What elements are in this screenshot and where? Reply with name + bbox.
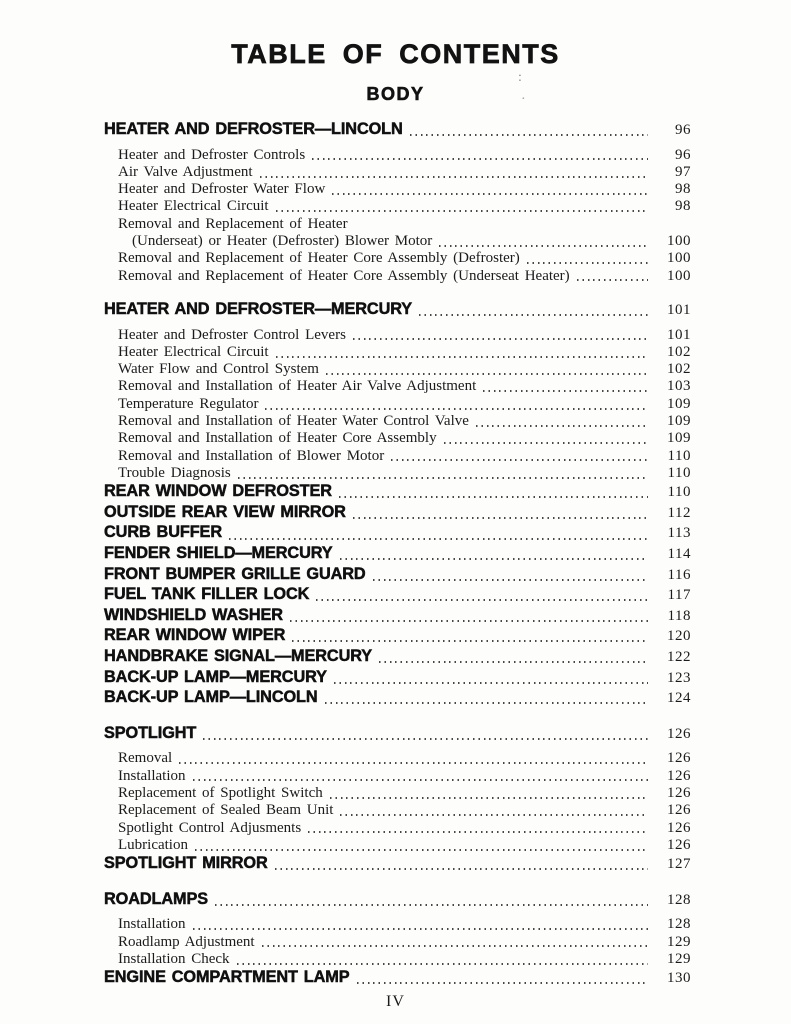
entry-page-number: 109 bbox=[667, 395, 691, 412]
toc-entry bbox=[104, 233, 691, 250]
dot-leader bbox=[275, 868, 648, 870]
dot-leader bbox=[308, 831, 648, 833]
dot-leader bbox=[340, 558, 648, 560]
toc-entry bbox=[104, 327, 691, 344]
dot-leader bbox=[316, 599, 648, 601]
dot-leader bbox=[265, 408, 648, 410]
dot-leader bbox=[527, 262, 648, 264]
dot-leader bbox=[476, 425, 648, 427]
toc-entry bbox=[104, 378, 691, 395]
entry-label: Temperature Regulator bbox=[118, 395, 259, 412]
toc-entry bbox=[104, 361, 691, 378]
dot-leader bbox=[379, 661, 648, 663]
dot-leader bbox=[340, 814, 648, 816]
dot-leader bbox=[444, 442, 648, 444]
entry-page-number: 102 bbox=[667, 361, 691, 378]
entry-page-number: 97 bbox=[675, 163, 691, 180]
toc-section-header bbox=[104, 482, 691, 503]
toc-section-header bbox=[104, 647, 691, 668]
dot-leader bbox=[410, 134, 648, 136]
toc-section-header bbox=[104, 120, 691, 141]
entry-page-number: 100 bbox=[667, 250, 691, 267]
entry-page-number: 102 bbox=[667, 343, 691, 360]
dot-leader bbox=[260, 176, 648, 178]
section-page-number: 118 bbox=[667, 607, 691, 624]
dot-leader bbox=[203, 738, 648, 740]
dot-leader bbox=[330, 797, 648, 799]
section-page-number: 112 bbox=[667, 504, 691, 521]
entry-label: Removal and Replacement of Heater bbox=[118, 215, 348, 232]
dot-leader bbox=[312, 158, 648, 160]
entry-label: Removal and Installation of Blower Motor bbox=[118, 447, 385, 464]
toc-section-header bbox=[104, 300, 691, 321]
section-title: FRONT BUMPER GRILLE GUARD bbox=[104, 564, 366, 583]
dot-leader bbox=[193, 928, 649, 930]
section-page-number: 101 bbox=[667, 301, 691, 318]
dot-leader bbox=[353, 338, 648, 340]
dot-leader bbox=[357, 982, 648, 984]
toc-section bbox=[104, 626, 691, 647]
entry-page-number: 98 bbox=[675, 181, 691, 198]
toc-entry bbox=[104, 448, 691, 465]
entry-page-number: 100 bbox=[667, 267, 691, 284]
dot-leader bbox=[179, 762, 648, 764]
dot-leader bbox=[334, 682, 648, 684]
toc-entry bbox=[104, 147, 691, 164]
entry-page-number: 129 bbox=[667, 933, 691, 950]
section-title: BACK-UP LAMP—MERCURY bbox=[104, 667, 327, 686]
toc-section bbox=[104, 503, 691, 524]
section-page-number: 122 bbox=[667, 648, 691, 665]
section-page-number: 130 bbox=[667, 970, 691, 987]
toc-section-header bbox=[104, 890, 691, 911]
dot-leader bbox=[483, 390, 648, 392]
toc-entry bbox=[104, 430, 691, 447]
dot-leader bbox=[339, 496, 648, 498]
section-title: ROADLAMPS bbox=[104, 889, 209, 908]
toc-section bbox=[104, 482, 691, 503]
toc-section bbox=[104, 854, 691, 875]
toc-entry bbox=[104, 916, 691, 933]
toc-entry bbox=[104, 250, 691, 267]
toc-section bbox=[104, 565, 691, 586]
entry-page-number: 98 bbox=[675, 198, 691, 215]
toc-entry bbox=[104, 344, 691, 361]
toc-entry bbox=[104, 181, 691, 198]
toc-entry bbox=[104, 465, 691, 482]
dot-leader bbox=[193, 779, 649, 781]
entry-page-number: 110 bbox=[667, 447, 691, 464]
section-title: REAR WINDOW WIPER bbox=[104, 626, 286, 645]
section-page-number: 117 bbox=[667, 587, 691, 604]
entry-label: Lubrication bbox=[118, 836, 188, 853]
dot-leader bbox=[276, 210, 648, 212]
toc-section-header bbox=[104, 565, 691, 586]
entry-label: Removal and Installation of Heater Core Assembly bbox=[118, 430, 437, 447]
toc-section bbox=[104, 606, 691, 627]
dot-leader bbox=[237, 963, 648, 965]
toc-entry bbox=[104, 198, 691, 215]
section-title: SPOTLIGHT bbox=[104, 723, 197, 742]
entry-label: Installation Check bbox=[118, 950, 230, 967]
toc-section-header bbox=[104, 626, 691, 647]
section-page-number: 114 bbox=[667, 546, 691, 563]
section-page-number: 120 bbox=[667, 628, 691, 645]
dot-leader bbox=[262, 945, 648, 947]
entry-label: Heater Electrical Circuit bbox=[118, 198, 269, 215]
dot-leader bbox=[439, 245, 648, 247]
entry-page-number: 126 bbox=[667, 767, 691, 784]
dot-leader bbox=[290, 620, 648, 622]
toc-section bbox=[104, 668, 691, 689]
toc-entry bbox=[104, 164, 691, 181]
entry-label: Heater Electrical Circuit bbox=[118, 343, 269, 360]
section-page-number: 124 bbox=[667, 690, 691, 707]
toc-section-header bbox=[104, 503, 691, 524]
section-title: FUEL TANK FILLER LOCK bbox=[104, 585, 310, 604]
page-title: : TABLE OF CONTENTS bbox=[231, 39, 560, 69]
body-section-heading: BODY bbox=[366, 84, 425, 104]
dot-leader bbox=[195, 849, 648, 851]
section-page-number: 127 bbox=[667, 856, 691, 873]
dot-leader bbox=[215, 904, 648, 906]
dot-leader bbox=[326, 373, 648, 375]
toc-entry bbox=[104, 785, 691, 802]
section-title: ENGINE COMPARTMENT LAMP bbox=[104, 968, 350, 987]
toc-section bbox=[104, 300, 691, 482]
entry-label: Roadlamp Adjustment bbox=[118, 933, 255, 950]
toc-section bbox=[104, 968, 691, 989]
toc-entry bbox=[104, 268, 691, 285]
page-number-footer: IV bbox=[386, 993, 405, 1010]
toc-entry bbox=[104, 750, 691, 767]
toc-section bbox=[104, 544, 691, 565]
section-title: FENDER SHIELD—MERCURY bbox=[104, 544, 333, 563]
toc-list bbox=[0, 120, 791, 989]
toc-section-header bbox=[104, 724, 691, 745]
entry-page-number: 129 bbox=[667, 950, 691, 967]
section-title: WINDSHIELD WASHER bbox=[104, 605, 283, 624]
section-title: HANDBRAKE SIGNAL—MERCURY bbox=[104, 646, 373, 665]
entry-label: Heater and Defroster Water Flow bbox=[118, 181, 326, 198]
toc-section-header bbox=[104, 968, 691, 989]
toc-section-header bbox=[104, 854, 691, 875]
entry-label: Removal and Replacement of Heater Core Assembly (Defroster) bbox=[118, 250, 520, 267]
section-page-number: 96 bbox=[675, 122, 691, 138]
entry-page-number: 126 bbox=[667, 750, 691, 767]
toc-section-header bbox=[104, 523, 691, 544]
toc-section bbox=[104, 120, 691, 285]
dot-leader bbox=[325, 702, 648, 704]
section-title: HEATER AND DEFROSTER—MERCURY bbox=[104, 299, 413, 318]
section-title: CURB BUFFER bbox=[104, 523, 222, 542]
toc-section bbox=[104, 890, 691, 968]
entry-page-number: 109 bbox=[667, 413, 691, 430]
entry-label: Removal bbox=[118, 750, 173, 767]
toc-section bbox=[104, 724, 691, 854]
entry-page-number: 126 bbox=[667, 819, 691, 836]
toc-entry bbox=[104, 413, 691, 430]
toc-section bbox=[104, 523, 691, 544]
entry-label: Replacement of Sealed Beam Unit bbox=[118, 802, 334, 819]
entry-label: Trouble Diagnosis bbox=[118, 464, 231, 481]
toc-section bbox=[104, 585, 691, 606]
section-page-number: 116 bbox=[667, 566, 691, 583]
entry-page-number: 96 bbox=[675, 146, 691, 163]
section-page-number: 126 bbox=[667, 725, 691, 742]
entry-label: Installation bbox=[118, 916, 186, 933]
toc-entry bbox=[104, 768, 691, 785]
section-page-number: 123 bbox=[667, 669, 691, 686]
dot-leader bbox=[577, 279, 648, 281]
toc-entry bbox=[104, 820, 691, 837]
entry-page-number: 101 bbox=[667, 326, 691, 343]
section-title: REAR WINDOW DEFROSTER bbox=[104, 482, 332, 501]
section-title: SPOTLIGHT MIRROR bbox=[104, 854, 268, 873]
section-page-number: 113 bbox=[667, 525, 691, 542]
toc-section-header bbox=[104, 544, 691, 565]
dot-leader bbox=[419, 314, 648, 316]
entry-label: Heater and Defroster Control Levers bbox=[118, 326, 346, 343]
dot-leader bbox=[238, 477, 648, 479]
dot-leader bbox=[332, 193, 648, 195]
dot-leader bbox=[353, 517, 648, 519]
entry-label: Removal and Installation of Heater Air Valve Adjustment bbox=[118, 378, 477, 395]
entry-label: Air Valve Adjustment bbox=[118, 163, 253, 180]
entry-page-number: 103 bbox=[667, 378, 691, 395]
entry-label: Replacement of Spotlight Switch bbox=[118, 784, 323, 801]
section-title: BACK-UP LAMP—LINCOLN bbox=[104, 688, 318, 707]
toc-entry bbox=[104, 396, 691, 413]
toc-section-header bbox=[104, 585, 691, 606]
entry-page-number: 126 bbox=[667, 784, 691, 801]
toc-section bbox=[104, 647, 691, 668]
toc-section bbox=[104, 688, 691, 709]
toc-entry bbox=[104, 837, 691, 854]
entry-page-number: 126 bbox=[667, 802, 691, 819]
entry-page-number: 109 bbox=[667, 430, 691, 447]
section-title: OUTSIDE REAR VIEW MIRROR bbox=[104, 502, 346, 521]
entry-page-number: 126 bbox=[667, 836, 691, 853]
section-page-number: 128 bbox=[667, 891, 691, 908]
toc-entry bbox=[104, 951, 691, 968]
entry-label: Water Flow and Control System bbox=[118, 361, 319, 378]
entry-label: (Underseat) or Heater (Defroster) Blower Motor bbox=[132, 233, 433, 250]
entry-label: Heater and Defroster Controls bbox=[118, 146, 306, 163]
toc-entry bbox=[104, 934, 691, 951]
toc-section-header bbox=[104, 606, 691, 627]
entry-label: Installation bbox=[118, 767, 186, 784]
dot-leader bbox=[391, 459, 648, 461]
dot-leader bbox=[292, 640, 648, 642]
toc-section-header bbox=[104, 668, 691, 689]
entry-label: Removal and Installation of Heater Water Control Valve bbox=[118, 413, 469, 430]
entry-page-number: 110 bbox=[667, 464, 691, 481]
toc-section-header bbox=[104, 688, 691, 709]
dot-leader bbox=[276, 356, 648, 358]
entry-page-number: 100 bbox=[667, 233, 691, 250]
dot-leader bbox=[373, 579, 648, 581]
toc-entry bbox=[104, 802, 691, 819]
entry-label: Removal and Replacement of Heater Core Assembly (Underseat Heater) bbox=[118, 267, 570, 284]
toc-entry bbox=[104, 216, 691, 233]
entry-page-number: 128 bbox=[667, 916, 691, 933]
entry-label: Spotlight Control Adjusments bbox=[118, 819, 302, 836]
section-page-number: 110 bbox=[667, 484, 691, 501]
dot-leader bbox=[229, 538, 648, 540]
section-title: HEATER AND DEFROSTER—LINCOLN bbox=[104, 120, 403, 138]
